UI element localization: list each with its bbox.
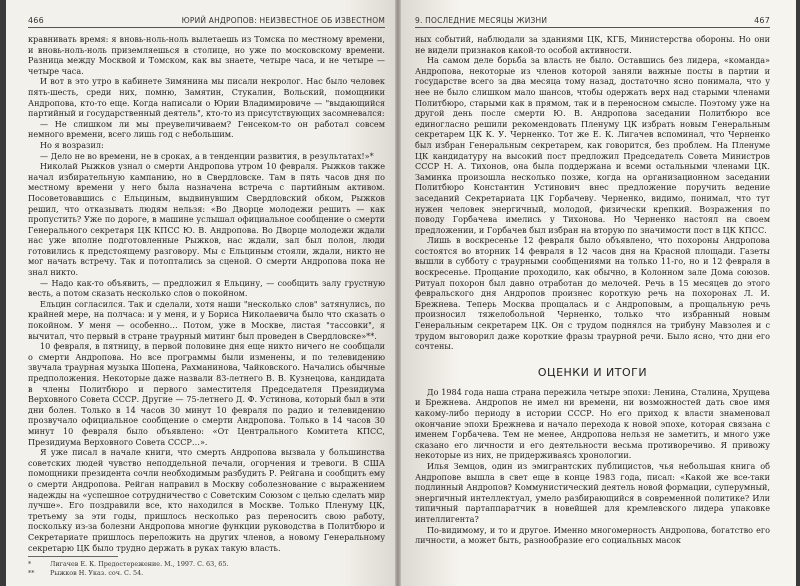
book-spread (6, 0, 796, 586)
paragraph: — Дело не во времени, не в сроках, а в тенденции развития, в результатах!»* (40, 150, 374, 161)
footnote-rule (28, 556, 118, 557)
paragraph: По-видимому, и то и другое. Именно многомерность Андропова, богатство его личности, а может быть, разнообразие его социальных масок (415, 524, 770, 546)
footnote-mark: ** (28, 569, 35, 577)
left-page (6, 0, 401, 586)
footnote (28, 569, 385, 578)
paragraph: Лишь в воскресенье 12 февраля было объявлено, что похороны Андропова состоятся во вторник 14 февраля в 12 часов дня на Красной площади. Газеты вышли в субботу с траурными сообщениями на только 11-го, но и 12 февраля в воскресенье. Прощание проходило, как обычно, в Колонном зале Дома союзов. Ритуал похорон был давно отработан до мелочей. Речь в 15 месяцев до этого февральского дня Андропов произнес короткую речь на похоронах Л. И. Брежнева. Теперь Москва прощалась и с Андроповым, а прощальную речь произносил тяжелобольной Черненко, только что избранный новым Генеральным секретарем ЦК. Он с трудом поднялся на трибуну Мавзолея и с трудом выговорил даже короткие фразы траурной речи. Было ясно, что дни его сочтены. (415, 235, 770, 352)
footnotes (28, 556, 385, 578)
right-page (401, 0, 796, 586)
right-running-title: 9. ПОСЛЕДНИЕ МЕСЯЦЫ ЖИЗНИ (415, 16, 548, 25)
right-page-number: 467 (754, 16, 770, 25)
paragraph: Но я возразил: (40, 139, 104, 150)
paragraph: Илья Земцов, один из эмигрантских публицистов, чья небольшая книга об Андропове вышла в свет еще в конце 1983 года, писал: «Какой же все-таки подлинный Андропов? Коммунистический деятель новой формации, суперумный, энергичный интеллектуал, умело разбирающийся в современной политике? Или типичный партаппаратчик в новейшей для кремлевского лидера упаковке интеллигента? (415, 460, 770, 524)
paragraph: Я уже писал в начале книги, что смерть Андропова вызвала у большинства советских людей чувство неподдельной печали, огорчения и тревоги. В США помощники президента сочли необходимым разбудить Р. Рейгана и сообщить ему о смерти Андропова. Рейган направил в Москву соболезнование с выражением надежды на «успешное сотрудничество с Советским Союзом с целью сделать мир лучше». Его поздравили все, кто находился в Москве. Только Пленуму ЦК, третьему за эти годы, пришлось несколько раз переносить свою работу, поскольку из-за болезни Андропова многие функции руководства в Политбюро и Секретариате пришлось переложить на других членов, а новому Генеральному секретарю ЦК было трудно держать в руках такую власть. (28, 447, 385, 553)
paragraph: кравнивать время: я вновь-ноль-ноль вылетаешь из Томска по местному времени, и вновь-ноль-ноль приземляешься в столице, но уже по московскому времени. Разница между Москвой и Томском, как вы знаете, четыре часа, и не четыре — четыре часа. (28, 34, 385, 76)
paragraph: Ельцин согласился. Так и сделали, хотя наши "несколько слов" затянулись, по крайней мере, на полчаса: и у меня, и у Бориса Николаевича было что сказать о покойном. У меня — особенно… Потом, уже в Москве, листая "тассовки", я вычитал, что первый в стране траурный митинг был проведен в Свердловске»**. (28, 298, 385, 341)
book-gutter (395, 0, 401, 586)
paragraph: ных событий, наблюдали за зданиями ЦК, КГБ, Министерства обороны. Но они не видели признаков какой-то особой активности. (415, 34, 770, 55)
paragraph: — Надо как-то объявить, — предложил я Ельцину, — сообщить залу грустную весть, а потом сказать несколько слов о покойном. (28, 277, 385, 299)
left-running-head (28, 4, 385, 28)
left-running-title: ЮРИЙ АНДРОПОВ: НЕИЗВЕСТНОЕ ОБ ИЗВЕСТНОМ (181, 16, 385, 25)
footnote-text: Рыжков Н. Указ. соч. С. 54. (50, 569, 144, 577)
right-page-body (415, 34, 770, 546)
section-title: ОЦЕНКИ И ИТОГИ (537, 365, 648, 379)
paragraph: Николай Рыжков узнал о смерти Андропова утром 10 февраля. Рыжков также начал избирательную кампанию, но в Свердловске. Там в пять часов дня по местному времени у него была назначена встреча с партийным активом. Посоветовавшись с Ельциным, выдвинувшим Свердловский обком, Рыжков решил, что отказывать людям нельзя: «Во Дворце молодежи решить — как пропустить? Уже по дороге, в машине услышал официальное сообщение о смерти Генерального секретаря ЦК КПСС Ю. В. Андропова. Во Дворце молодежи ждали нас уже вполне подготовленные Рыжков, нас ждали, зал был полон, люди готовились к предстоящему разговору. Мы с Ельциным стояли, ждали, никто не мог начать встречу. Так и потоптались за сценой. О смерти Андропова пока не знал никто. (28, 161, 385, 278)
right-running-head (415, 4, 770, 28)
footnote-text: Лигачев Е. К. Предостережение. М., 1997. С. 63, 65. (50, 560, 229, 568)
paragraph: И вот в это утро в кабинете Зимянина мы писали некролог. Нас было человек пять-шесть, среди них, помню, Замятин, Стукалин, Вольский, помощники Андропова, кто-то еще. Когда написали о Юрии Владимировиче — "выдающийся партийный и государственный деятель", кто-то из присутствующих засомневался: (28, 76, 385, 119)
paragraph: На самом деле борьба за власть не было. Оставшись без лидера, «команда» Андропова, некоторые из членов которой заняли важные посты в партии и государстве всего за два месяца тому назад, достаточно ясно понимала, что у нее не было слишком мало шансов, чтобы одержать верх над старыми членами Политбюро, старыми как в прямом, так и в переносном смысле. Поэтому уже на другой день после смерти Ю. В. Андропова заседании Политбюро все единогласно решили рекомендовать Пленуму ЦК избрать новым Генеральным секретарем ЦК К. У. Черненко. Тот же Е. К. Лигачев вспоминал, что Черненко был избран Генеральным секретарем, как говорится, без проблем. На Пленуме ЦК кандидатуру на высокий пост предложил Председатель Совета Министров СССР Н. А. Тихонов, она была поддержана и всеми остальными членами ЦК. Заминка произошла несколько позже, когда на организационном заседании Политбюро Константин Устинович внес предложение поручить ведение заседаний Секретариата ЦК Горбачеву. Черненко, видимо, понимал, что тут нужен человек энергичный, молодой, физически крепкий. Возражения по поводу Горбачева имелись у Тихонова. Но Черненко настоял на своем предложении, и Горбачев был избран на вторую по значимости пост в ЦК КПСС. (415, 55, 770, 235)
paragraph: До 1984 года наша страна пережила четыре эпохи: Ленина, Сталина, Хрущева и Брежнева. Андропов не имел ни времени, ни возможностей дать свое имя какому-либо периоду в истории СССР. Но его приход к власти знаменовал окончание эпохи Брежнева и начало перехода к новой эпохе, которая связана с именем Горбачева. Тем не менее, Андропова нельзя не заметить, и много уже сказано его личности и его деятельности весьма противоречиво. Я привожу некоторые из них, не придерживаясь хронологии. (415, 386, 770, 461)
paragraph: 10 февраля, в пятницу, в первой половине дня еще никто ничего не сообщали о смерти Андропова. Но все программы были изменены, и по телевидению звучала траурная музыка Шопена, Рахманинова, Чайковского. Начались обычные предположения. Некоторые даже назвали 83-летнего В. В. Кузнецова, кандидата в члены Политбюро и первого заместителя Председателя Президиума Верховного Совета СССР. Другие — 75-летнего Д. Ф. Устинова, который был в эти дни болен. Только в 14 часов 30 минут 10 февраля по радио и телевидению прозвучало официальное сообщение о смерти Андропова. Только в 14 часов 30 минут 10 февраля было объявлено: «От Центрального Комитета КПСС, Президиума Верховного Совета СССР…». (28, 341, 385, 447)
footnote-mark: * (28, 560, 32, 568)
left-page-body (28, 34, 385, 553)
paragraph: — Не слишком ли мы преувеличиваем? Генсеком-то он работал совсем немного времени, всего лишь год с небольшим. (28, 118, 385, 140)
left-page-number: 466 (28, 16, 44, 25)
footnote (28, 560, 385, 569)
